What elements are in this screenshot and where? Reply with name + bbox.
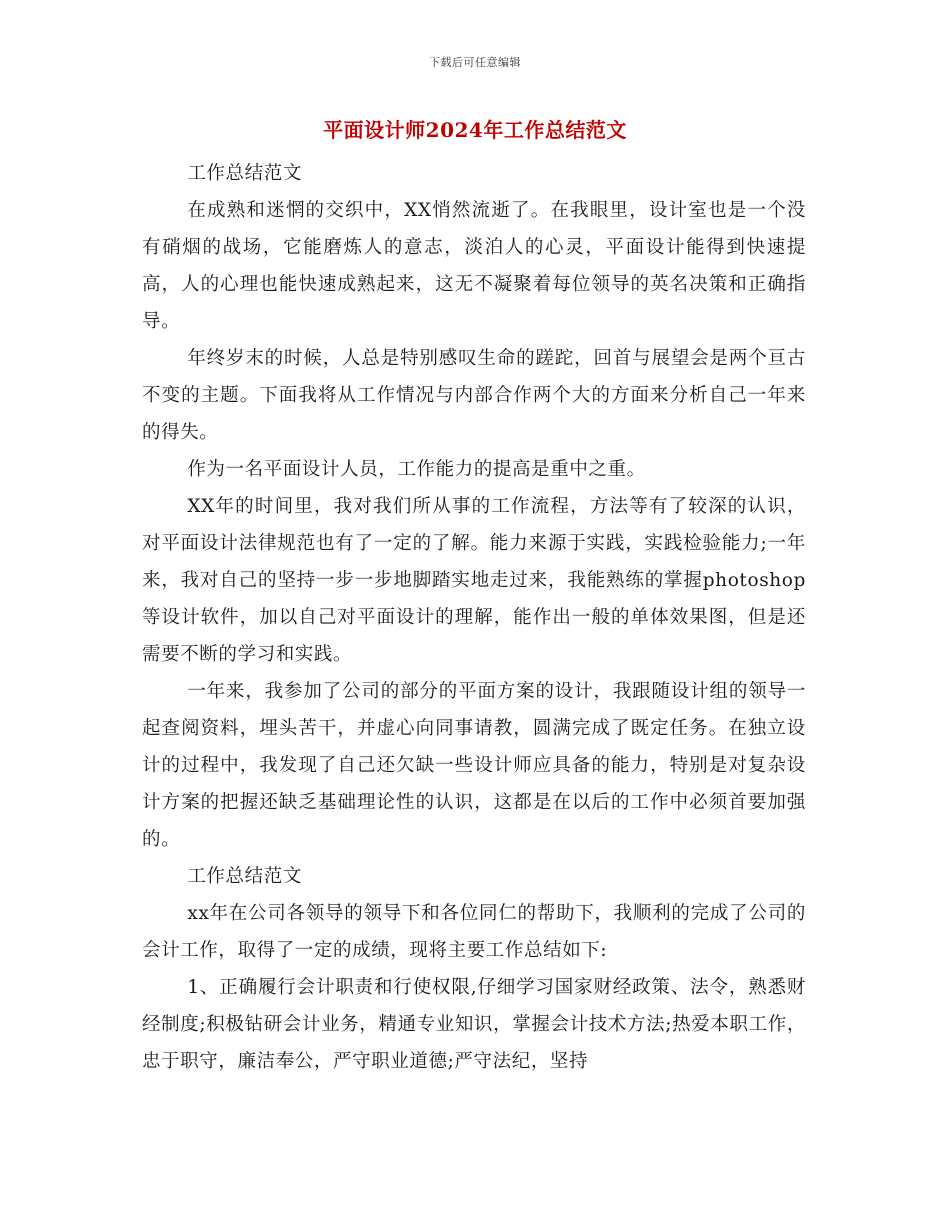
paragraph: 年终岁末的时候，人总是特别感叹生命的蹉跎，回首与展望会是两个亘古不变的主题。下面我将从工作情况与内部合作两个大的方面来分析自己一年来的得失。 [142, 348, 806, 443]
document-body [142, 155, 806, 1080]
paragraph: 作为一名平面设计人员，工作能力的提高是重中之重。 [187, 459, 646, 480]
paragraph-subtitle-1: 工作总结范文 [187, 163, 302, 184]
paragraph: 1、正确履行会计职责和行使权限,仔细学习国家财经政策、法令，熟悉财经制度;积极钻研会计业务，精通专业知识，掌握会计技术方法;热爱本职工作，忠于职守，廉洁奉公，严守职业道德;严守法纪，坚持 [142, 977, 806, 1072]
paragraph: xx年在公司各领导的领导下和各位同仁的帮助下，我顺利的完成了公司的会计工作，取得了一定的成绩，现将主要工作总结如下: [142, 903, 806, 961]
paragraph: XX年的时间里，我对我们所从事的工作流程，方法等有了较深的认识，对平面设计法律规范也有了一定的了解。能力来源于实践，实践检验能力;一年来，我对自己的坚持一步一步地脚踏实地走过来，我能熟练的掌握photoshop等设计软件，加以自己对平面设计的理解，能作出一般的单体效果图，但是还需要不断的学习和实践。 [142, 496, 806, 665]
paragraph: 在成熟和迷惘的交织中，XX悄然流逝了。在我眼里，设计室也是一个没有硝烟的战场，它能磨炼人的意志，淡泊人的心灵，平面设计能得到快速提高，人的心理也能快速成熟起来，这无不凝聚着每位领导的英名决策和正确指导。 [142, 200, 806, 332]
paragraph-subtitle-2: 工作总结范文 [187, 866, 302, 887]
header-note: 下载后可任意编辑 [429, 56, 521, 69]
document-title: 平面设计师2024年工作总结范文 [323, 118, 627, 142]
paragraph: 一年来，我参加了公司的部分的平面方案的设计，我跟随设计组的领导一起查阅资料，埋头苦干，并虚心向同事请教，圆满完成了既定任务。在独立设计的过程中，我发现了自己还欠缺一些设计师应具备的能力，特别是对复杂设计方案的把握还缺乏基础理论性的认识，这都是在以后的工作中必须首要加强的。 [142, 681, 806, 850]
